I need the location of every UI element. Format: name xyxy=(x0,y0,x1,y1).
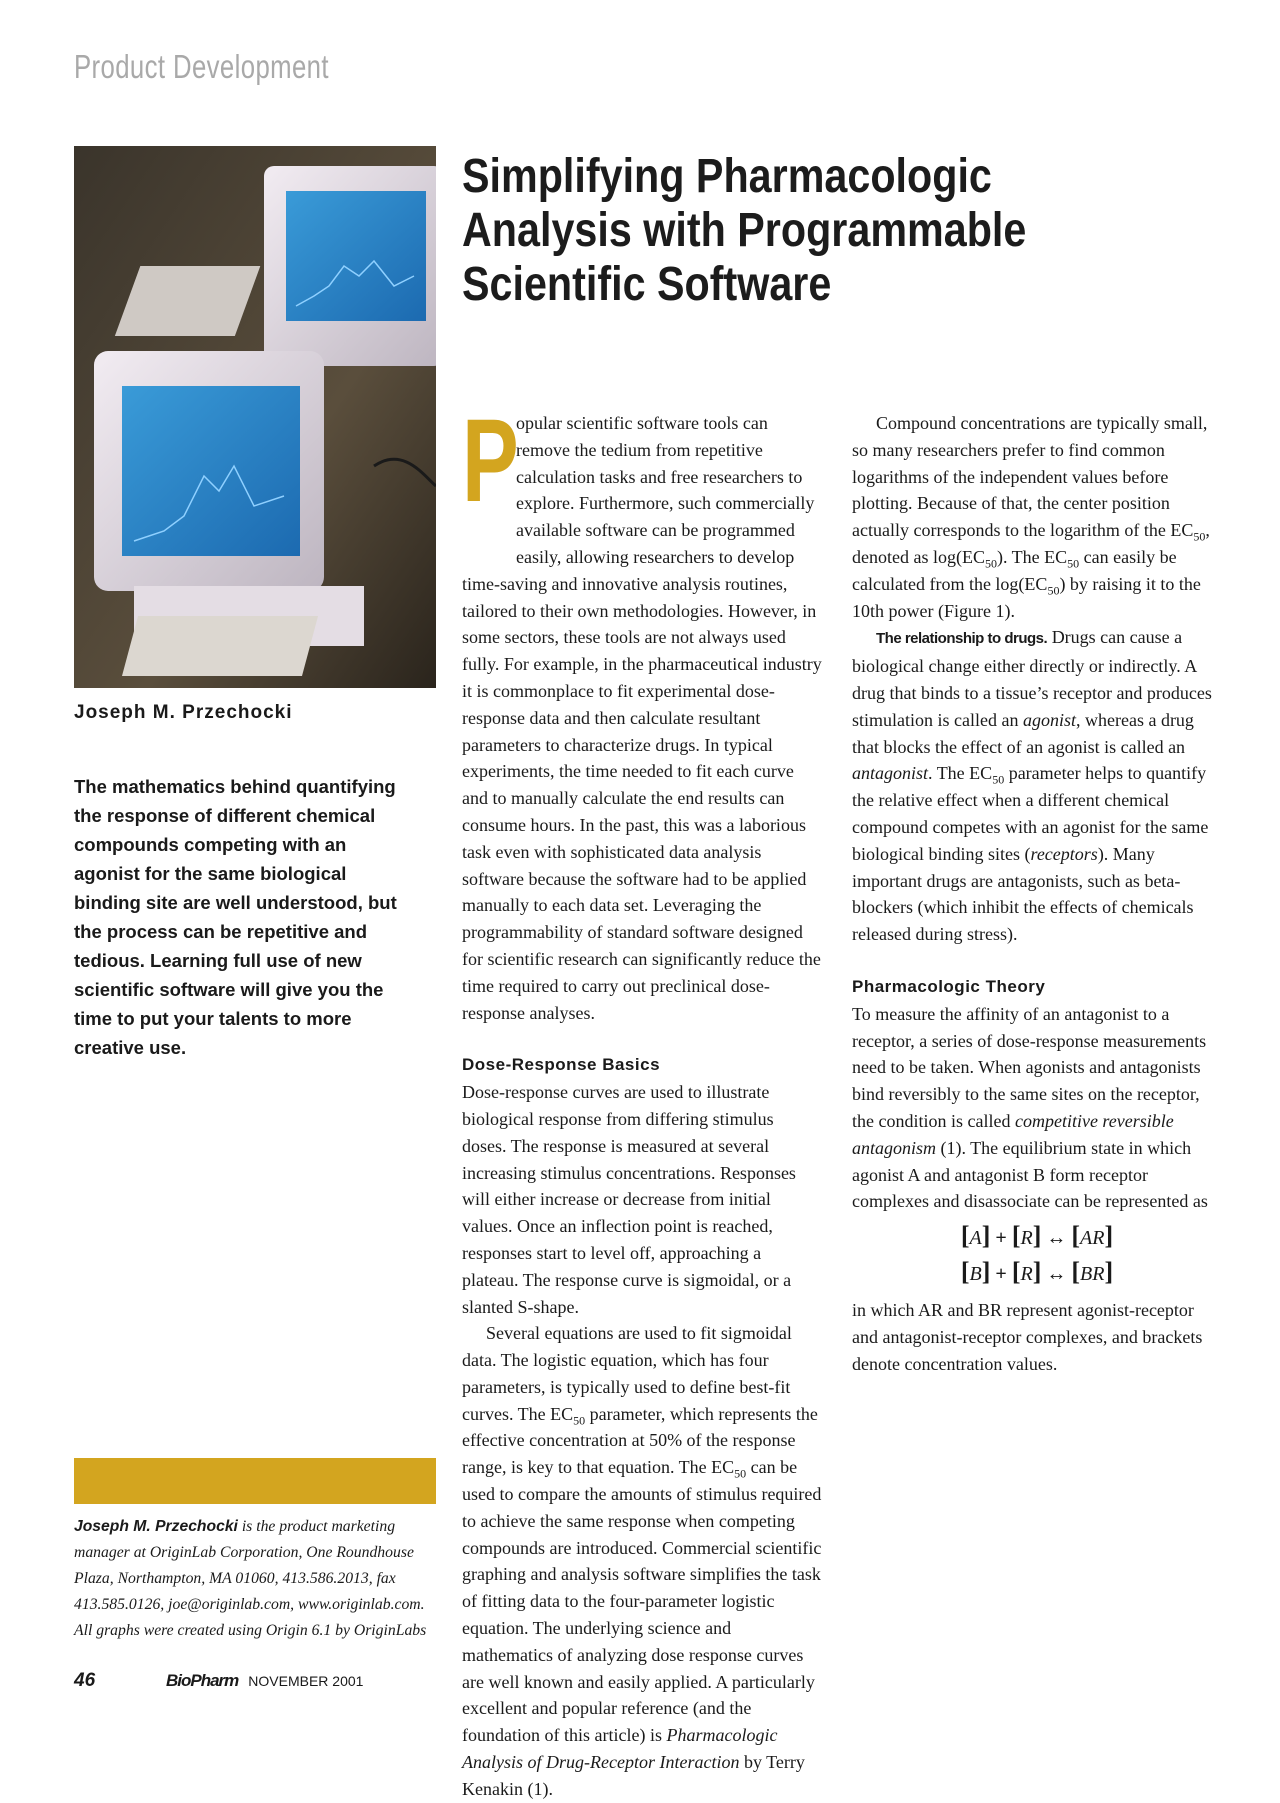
bio-author-name: Joseph M. Przechocki xyxy=(74,1518,238,1535)
paragraph-basics: Dose-response curves are used to illustrate biological response from differing stimulus doses. The response is measured at several increasing stimulus concentrations. Responses will either increase or decrease from initial values. Once an inflection point is reached, responses start to level off, approaching a plateau. The response curve is sigmoidal, or a slanted S-shape. xyxy=(462,1082,796,1317)
paragraph-drugs: The relationship to drugs. Drugs can cause a biological change either directly or indirectly. A drug that binds to a tissue’s receptor and produces stimulation is called an agonist, whereas a drug that blocks the effect of an agonist is called an antagonist. The $EC_{50}$ parameter helps to quantify the relative effect when a different chemical compound competes with an agonist for the same biological binding sites (receptors). Many important drugs are antagonists, such as beta-blockers (which inhibit the effects of chemicals released during stress). xyxy=(852,627,1212,945)
subhead-dose-response-basics: Dose-Response Basics xyxy=(462,1055,661,1075)
author-name: Joseph M. Przechocki xyxy=(74,702,293,723)
bio-text: is the product marketing manager at OriginLab Corporation, One Roundhouse Plaza, Northampton, MA 01060, 413.586.2013, fax 413.585.0126, joe@originlab.com, www.originlab.com. All graphs were created using Origin 6.1 by OriginLabs xyxy=(74,1518,427,1639)
author-bio xyxy=(74,1514,444,1644)
journal-name: BioPharm xyxy=(166,1671,239,1690)
drop-cap: P xyxy=(462,395,519,527)
page-number: 46 xyxy=(74,1670,96,1691)
computer-photo xyxy=(74,146,436,688)
paragraph-logarithms: Compound concentrations are typically small, so many researchers prefer to find common logarithms of the independent values before plotting. Because of that, the center position actually corresponds to the logarithm of the $EC_{50}$, denoted as $\log(EC_{50})$. The $EC_{50}$ can easily be calculated from the $\log(EC_{50})$ by raising it to the 10th power (Figure 1). xyxy=(852,413,1210,621)
issue-date: NOVEMBER 2001 xyxy=(248,1673,364,1689)
equation-agonist: [A] + [R] ↔ [AR] xyxy=(960,1221,1114,1251)
subhead-pharmacologic-theory: Pharmacologic Theory xyxy=(852,976,1046,996)
intro-paragraph: P opular scientific software tools can remove the tedium from repetitive calculation tasks and free researchers to explore. Furthermore, such commercially available software can be programmed easily, allowing researchers to develop time-saving and innovative analysis routines, tailored to their own methodologies. However, in some sectors, these tools are not always used fully. For example, in the pharmaceutical industry it is commonplace to fit experimental dose-response data and then calculate resultant parameters to characterize drugs. In typical experiments, the time needed to fit each curve and to manually calculate the end results can consume hours. In the past, this was a laborious task even with sophisticated data analysis software because the software had to be applied manually to each data set. Leveraging the programmability of standard software designed for scientific research can significantly reduce the time required to carry out preclinical dose-response analyses. xyxy=(462,395,822,1023)
equation-block xyxy=(852,1219,1212,1291)
reference-title: Pharmacologic Analysis of Drug-Receptor Interaction xyxy=(462,1725,778,1773)
paragraph-theory: To measure the affinity of an antagonist to a receptor, a series of dose-response measurements need to be taken. When agonists and antagonists bind reversibly to the same sites on the receptor, the condition is called competitive reversible antagonism (1). The equilibrium state in which agonist A and antagonist B form receptor complexes and disassociate can be represented as xyxy=(852,1003,1208,1212)
body-column-1 xyxy=(462,395,822,1803)
paragraph-equations: Several equations are used to fit sigmoidal data. The logistic equation, which has four parameters, is typically used to define best-fit curves. The $EC_{50}$ parameter, which represents the effective concentration at 50% of the response range, is key to that equation. The $EC_{50}$ can be used to compare the amounts of stimulus required to achieve the same response when competing compounds are introduced. Commercial scientific graphing and analysis software simplifies the task of fitting data to the four-parameter logistic equation. The underlying science and mathematics of analyzing dose response curves are well known and easily applied. A particularly excellent and popular reference (and the foundation of this article) is Pharmacologic Analysis of Drug-Receptor Interaction by Terry Kenakin (1). xyxy=(462,1323,822,1799)
paragraph-complexes: in which AR and BR represent agonist-receptor and antagonist-receptor complexes, and brackets denote concentration values. xyxy=(852,1300,1203,1374)
article-title: Simplifying Pharmacologic Analysis with Programmable Scientific Software xyxy=(462,150,1027,311)
runin-heading: The relationship to drugs. xyxy=(876,630,1048,648)
equation-antagonist: [B] + [R] ↔ [BR] xyxy=(960,1257,1114,1287)
accent-bar xyxy=(74,1458,436,1504)
page-footer xyxy=(74,1670,363,1692)
section-label: Product Development xyxy=(74,48,329,85)
abstract: The mathematics behind quantifying the response of different chemical compounds competing with an agonist for the same biological binding site are well understood, but the process can be repetitive and tedious. Learning full use of new scientific software will give you the time to put your talents to more creative use. xyxy=(74,776,397,1058)
body-column-2 xyxy=(852,410,1212,1378)
